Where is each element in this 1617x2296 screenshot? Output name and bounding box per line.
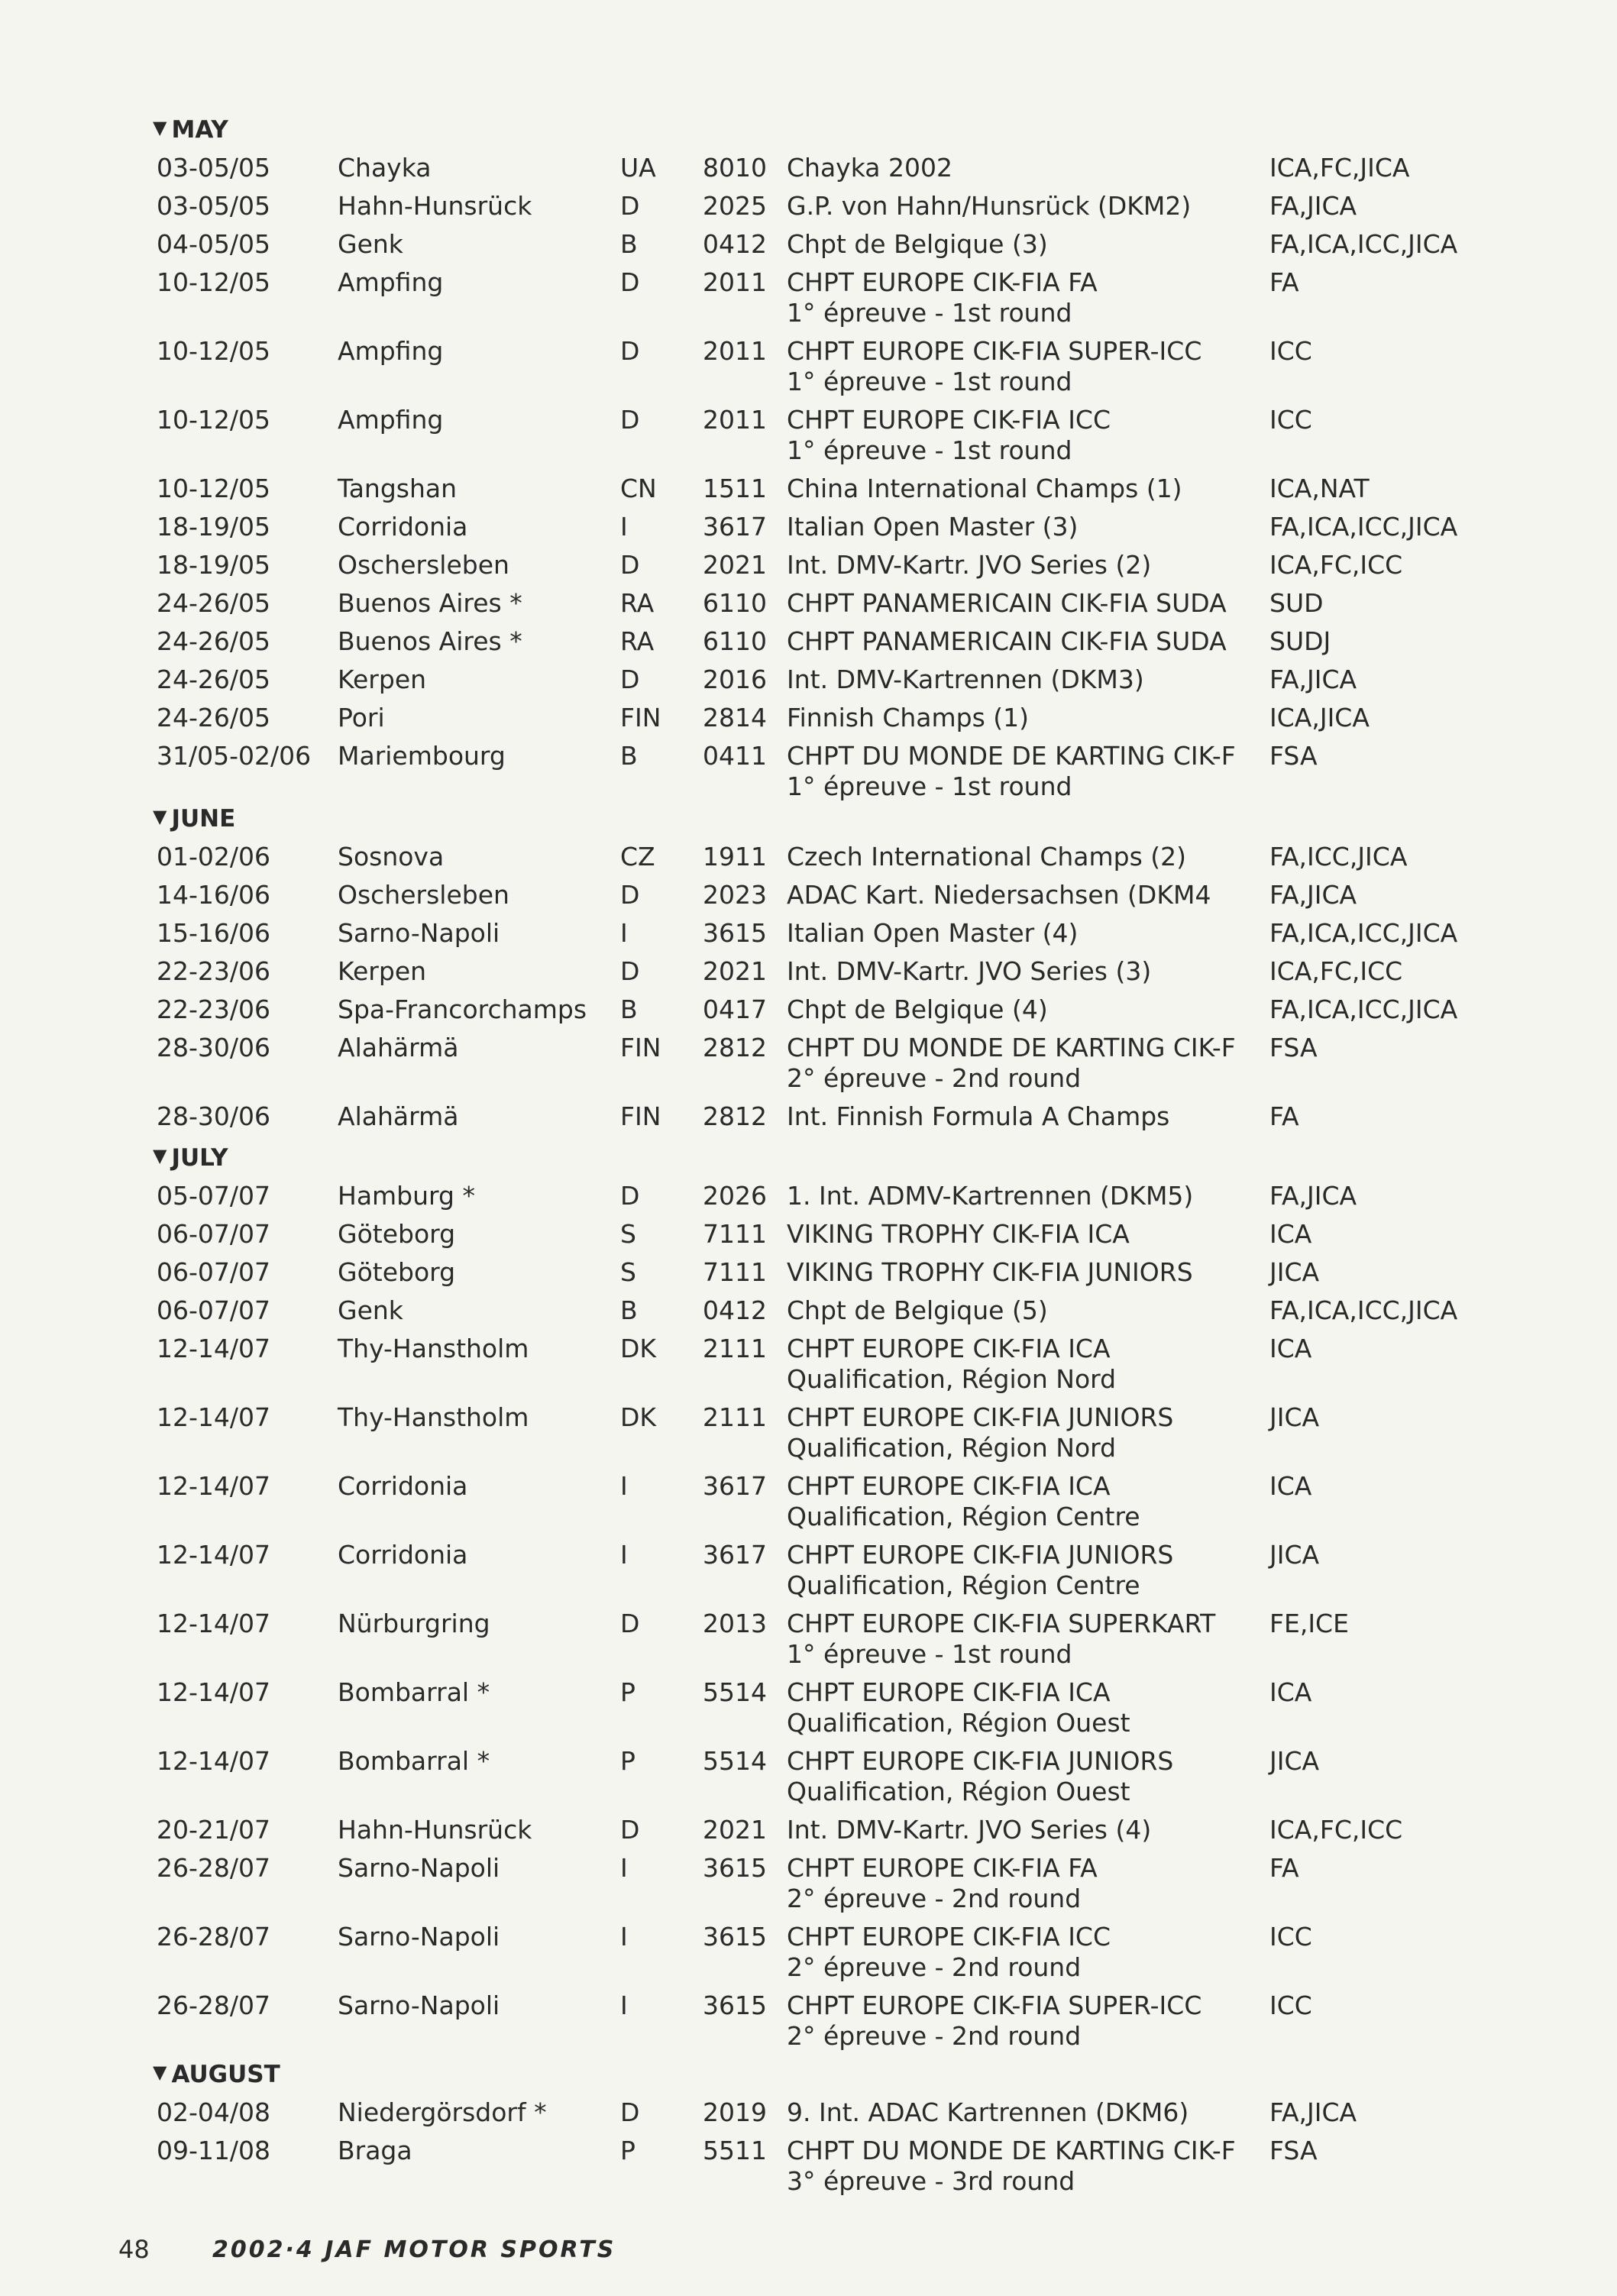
event-name: CHPT EUROPE CIK-FIA SUPER-ICC	[787, 1990, 1202, 2020]
event-categories: ICC	[1269, 1990, 1312, 2020]
event-venue: Ampfing	[338, 405, 444, 435]
event-code: 0417	[703, 994, 767, 1024]
event-country: FIN	[620, 1033, 661, 1062]
event-code: 2011	[703, 405, 767, 435]
event-categories: FA,ICA,ICC,JICA	[1269, 994, 1458, 1024]
event-venue: Buenos Aires *	[338, 588, 522, 618]
event-venue: Sosnova	[338, 842, 445, 872]
event-round: 1° épreuve - 1st round	[787, 435, 1072, 465]
event-venue: Corridonia	[338, 1540, 468, 1570]
event-venue: Sarno-Napoli	[338, 1990, 500, 2020]
event-categories: FA,ICA,ICC,JICA	[1269, 229, 1458, 259]
event-name: Finnish Champs (1)	[787, 703, 1030, 732]
event-code: 2011	[703, 336, 767, 366]
event-name: CHPT EUROPE CIK-FIA JUNIORS	[787, 1746, 1174, 1776]
event-date: 18-19/05	[157, 512, 270, 542]
event-date: 24-26/05	[157, 588, 270, 618]
event-round: Qualification, Région Nord	[787, 1364, 1117, 1394]
event-round: Qualification, Région Centre	[787, 1570, 1140, 1600]
event-code: 2111	[703, 1402, 767, 1432]
event-venue: Buenos Aires *	[338, 626, 522, 656]
event-code: 2812	[703, 1033, 767, 1062]
event-categories: JICA	[1269, 1540, 1320, 1570]
event-country: P	[620, 1677, 635, 1707]
event-name: Italian Open Master (3)	[787, 512, 1079, 542]
event-categories: FSA	[1269, 741, 1318, 771]
event-country: D	[620, 1815, 640, 1845]
event-code: 3615	[703, 918, 767, 948]
event-date: 01-02/06	[157, 842, 270, 872]
event-code: 2013	[703, 1609, 767, 1638]
triangle-down-icon: ▼	[153, 1145, 167, 1166]
event-categories: ICA,JICA	[1269, 703, 1370, 732]
event-round: 1° épreuve - 1st round	[787, 367, 1072, 396]
event-venue: Mariembourg	[338, 741, 506, 771]
event-country: CN	[620, 474, 657, 503]
event-categories: FA,ICA,ICC,JICA	[1269, 918, 1458, 948]
event-country: D	[620, 880, 640, 910]
event-name: VIKING TROPHY CIK-FIA JUNIORS	[787, 1257, 1193, 1287]
event-venue: Niedergörsdorf *	[338, 2097, 547, 2127]
event-country: DK	[620, 1402, 657, 1432]
event-date: 26-28/07	[157, 1990, 270, 2020]
event-name: CHPT EUROPE CIK-FIA ICC	[787, 405, 1111, 435]
event-date: 22-23/06	[157, 994, 270, 1024]
event-code: 7111	[703, 1219, 767, 1249]
event-name: Int. Finnish Formula A Champs	[787, 1101, 1170, 1131]
event-round: 1° épreuve - 1st round	[787, 771, 1072, 801]
event-country: DK	[620, 1334, 657, 1363]
event-code: 2026	[703, 1181, 767, 1211]
event-round: 2° épreuve - 2nd round	[787, 1063, 1082, 1093]
event-code: 3617	[703, 512, 767, 542]
event-venue: Pori	[338, 703, 385, 732]
month-heading	[153, 804, 235, 834]
event-code: 3617	[703, 1540, 767, 1570]
event-venue: Bombarral *	[338, 1677, 490, 1707]
event-categories: JICA	[1269, 1746, 1320, 1776]
event-categories: ICA,FC,JICA	[1269, 153, 1410, 183]
event-venue: Kerpen	[338, 665, 427, 694]
event-categories: FA,JICA	[1269, 665, 1357, 694]
event-code: 8010	[703, 153, 767, 183]
event-name: CHPT EUROPE CIK-FIA ICA	[787, 1677, 1111, 1707]
event-name: Chpt de Belgique (4)	[787, 994, 1048, 1024]
event-country: I	[620, 1922, 628, 1952]
event-country: D	[620, 956, 640, 986]
event-categories: JICA	[1269, 1257, 1320, 1287]
event-name: CHPT EUROPE CIK-FIA JUNIORS	[787, 1402, 1174, 1432]
event-code: 2814	[703, 703, 767, 732]
event-categories: ICA,FC,ICC	[1269, 956, 1403, 986]
event-country: I	[620, 1853, 628, 1883]
event-name: China International Champs (1)	[787, 474, 1182, 503]
month-label: AUGUST	[171, 2061, 280, 2088]
event-round: 1° épreuve - 1st round	[787, 1639, 1072, 1669]
event-name: Chpt de Belgique (5)	[787, 1295, 1048, 1325]
event-date: 12-14/07	[157, 1677, 270, 1707]
event-categories: FA,JICA	[1269, 880, 1357, 910]
event-name: CHPT DU MONDE DE KARTING CIK-F	[787, 2136, 1236, 2165]
event-name: CHPT EUROPE CIK-FIA FA	[787, 267, 1098, 297]
event-categories: ICA,FC,ICC	[1269, 1815, 1403, 1845]
event-name: CHPT DU MONDE DE KARTING CIK-F	[787, 1033, 1236, 1062]
event-country: FIN	[620, 703, 661, 732]
event-date: 04-05/05	[157, 229, 270, 259]
event-name: CHPT EUROPE CIK-FIA FA	[787, 1853, 1098, 1883]
event-name: Czech International Champs (2)	[787, 842, 1187, 872]
event-name: 1. Int. ADMV-Kartrennen (DKM5)	[787, 1181, 1194, 1211]
event-date: 12-14/07	[157, 1471, 270, 1501]
event-categories: ICA,FC,ICC	[1269, 550, 1403, 580]
event-date: 09-11/08	[157, 2136, 270, 2165]
event-categories: FA,JICA	[1269, 2097, 1357, 2127]
month-heading	[153, 115, 228, 145]
event-venue: Alahärmä	[338, 1101, 459, 1131]
event-date: 24-26/05	[157, 703, 270, 732]
event-venue: Chayka	[338, 153, 432, 183]
event-venue: Ampfing	[338, 336, 444, 366]
event-date: 12-14/07	[157, 1540, 270, 1570]
event-code: 3615	[703, 1922, 767, 1952]
event-country: D	[620, 2097, 640, 2127]
event-country: FIN	[620, 1101, 661, 1131]
event-round: 2° épreuve - 2nd round	[787, 2021, 1082, 2051]
event-country: UA	[620, 153, 656, 183]
event-venue: Nürburgring	[338, 1609, 490, 1638]
event-date: 10-12/05	[157, 267, 270, 297]
event-date: 26-28/07	[157, 1922, 270, 1952]
event-date: 15-16/06	[157, 918, 270, 948]
event-code: 2812	[703, 1101, 767, 1131]
month-heading	[153, 1143, 228, 1173]
event-country: D	[620, 550, 640, 580]
event-date: 10-12/05	[157, 474, 270, 503]
event-date: 12-14/07	[157, 1609, 270, 1638]
event-name: CHPT EUROPE CIK-FIA SUPERKART	[787, 1609, 1216, 1638]
event-country: I	[620, 1990, 628, 2020]
event-country: D	[620, 336, 640, 366]
event-date: 12-14/07	[157, 1746, 270, 1776]
event-venue: Hahn-Hunsrück	[338, 1815, 532, 1845]
event-categories: FA,JICA	[1269, 191, 1357, 221]
month-label: MAY	[171, 116, 228, 144]
event-code: 2023	[703, 880, 767, 910]
event-venue: Oschersleben	[338, 550, 509, 580]
event-date: 03-05/05	[157, 191, 270, 221]
event-country: D	[620, 665, 640, 694]
event-categories: ICA	[1269, 1334, 1312, 1363]
event-date: 10-12/05	[157, 336, 270, 366]
event-country: B	[620, 1295, 638, 1325]
event-country: P	[620, 1746, 635, 1776]
event-code: 5511	[703, 2136, 767, 2165]
event-country: CZ	[620, 842, 655, 872]
event-categories: ICA,NAT	[1269, 474, 1370, 503]
event-country: B	[620, 994, 638, 1024]
event-code: 2021	[703, 1815, 767, 1845]
event-code: 0412	[703, 1295, 767, 1325]
event-name: CHPT EUROPE CIK-FIA SUPER-ICC	[787, 336, 1202, 366]
event-code: 1911	[703, 842, 767, 872]
event-country: S	[620, 1257, 636, 1287]
event-country: D	[620, 1181, 640, 1211]
event-code: 2111	[703, 1334, 767, 1363]
event-venue: Genk	[338, 229, 403, 259]
event-country: I	[620, 1540, 628, 1570]
event-name: CHPT DU MONDE DE KARTING CIK-F	[787, 741, 1236, 771]
event-name: CHPT EUROPE CIK-FIA ICA	[787, 1334, 1111, 1363]
event-code: 2019	[703, 2097, 767, 2127]
event-code: 2011	[703, 267, 767, 297]
event-country: D	[620, 405, 640, 435]
event-country: RA	[620, 626, 655, 656]
event-venue: Hahn-Hunsrück	[338, 191, 532, 221]
event-round: Qualification, Région Ouest	[787, 1777, 1130, 1806]
event-date: 12-14/07	[157, 1402, 270, 1432]
event-round: Qualification, Région Centre	[787, 1502, 1140, 1531]
event-code: 5514	[703, 1677, 767, 1707]
event-name: 9. Int. ADAC Kartrennen (DKM6)	[787, 2097, 1189, 2127]
event-date: 14-16/06	[157, 880, 270, 910]
event-name: G.P. von Hahn/Hunsrück (DKM2)	[787, 191, 1192, 221]
event-name: CHPT PANAMERICAIN CIK-FIA SUDA	[787, 588, 1227, 618]
event-categories: FA,ICA,ICC,JICA	[1269, 512, 1458, 542]
event-country: D	[620, 1609, 640, 1638]
event-country: B	[620, 741, 638, 771]
event-categories: ICA	[1269, 1677, 1312, 1707]
event-code: 0412	[703, 229, 767, 259]
event-name: CHPT EUROPE CIK-FIA ICA	[787, 1471, 1111, 1501]
event-country: I	[620, 512, 628, 542]
event-venue: Thy-Hanstholm	[338, 1402, 529, 1432]
event-venue: Braga	[338, 2136, 412, 2165]
event-categories: ICA	[1269, 1471, 1312, 1501]
event-categories: ICC	[1269, 336, 1312, 366]
event-venue: Sarno-Napoli	[338, 1922, 500, 1952]
event-categories: FSA	[1269, 2136, 1318, 2165]
event-venue: Tangshan	[338, 474, 458, 503]
event-categories: ICA	[1269, 1219, 1312, 1249]
event-venue: Kerpen	[338, 956, 427, 986]
event-date: 28-30/06	[157, 1033, 270, 1062]
event-code: 1511	[703, 474, 767, 503]
event-name: Int. DMV-Kartrennen (DKM3)	[787, 665, 1144, 694]
event-code: 5514	[703, 1746, 767, 1776]
event-country: D	[620, 191, 640, 221]
event-date: 06-07/07	[157, 1257, 270, 1287]
event-date: 24-26/05	[157, 665, 270, 694]
month-heading	[153, 2059, 280, 2090]
month-label: JUNE	[171, 805, 236, 833]
event-round: Qualification, Région Ouest	[787, 1708, 1130, 1738]
event-categories: FA,JICA	[1269, 1181, 1357, 1211]
event-date: 03-05/05	[157, 153, 270, 183]
event-name: CHPT EUROPE CIK-FIA ICC	[787, 1922, 1111, 1952]
event-date: 05-07/07	[157, 1181, 270, 1211]
event-date: 24-26/05	[157, 626, 270, 656]
event-venue: Corridonia	[338, 512, 468, 542]
event-venue: Thy-Hanstholm	[338, 1334, 529, 1363]
event-country: D	[620, 267, 640, 297]
event-code: 2021	[703, 550, 767, 580]
event-name: ADAC Kart. Niedersachsen (DKM4	[787, 880, 1211, 910]
event-code: 6110	[703, 626, 767, 656]
event-venue: Bombarral *	[338, 1746, 490, 1776]
event-code: 3617	[703, 1471, 767, 1501]
event-venue: Corridonia	[338, 1471, 468, 1501]
event-date: 02-04/08	[157, 2097, 270, 2127]
event-name: Chpt de Belgique (3)	[787, 229, 1048, 259]
event-categories: FSA	[1269, 1033, 1318, 1062]
event-venue: Oschersleben	[338, 880, 509, 910]
event-name: CHPT EUROPE CIK-FIA JUNIORS	[787, 1540, 1174, 1570]
event-date: 10-12/05	[157, 405, 270, 435]
triangle-down-icon: ▼	[153, 2062, 167, 2083]
event-name: Int. DMV-Kartr. JVO Series (3)	[787, 956, 1152, 986]
event-categories: FA	[1269, 1101, 1299, 1131]
event-name: Italian Open Master (4)	[787, 918, 1079, 948]
event-categories: SUD	[1269, 588, 1324, 618]
event-round: Qualification, Région Nord	[787, 1433, 1117, 1463]
event-code: 2016	[703, 665, 767, 694]
event-venue: Sarno-Napoli	[338, 918, 500, 948]
triangle-down-icon: ▼	[153, 806, 167, 827]
event-country: B	[620, 229, 638, 259]
event-date: 26-28/07	[157, 1853, 270, 1883]
event-date: 06-07/07	[157, 1295, 270, 1325]
event-venue: Sarno-Napoli	[338, 1853, 500, 1883]
event-date: 28-30/06	[157, 1101, 270, 1131]
event-code: 0411	[703, 741, 767, 771]
publication-title: 2002·4 JAF MOTOR SPORTS	[212, 2236, 616, 2263]
event-categories: JICA	[1269, 1402, 1320, 1432]
event-categories: FA,ICC,JICA	[1269, 842, 1408, 872]
event-categories: FA	[1269, 1853, 1299, 1883]
event-round: 3° épreuve - 3rd round	[787, 2166, 1075, 2196]
event-venue: Genk	[338, 1295, 403, 1325]
month-label: JULY	[171, 1144, 228, 1172]
event-venue: Göteborg	[338, 1257, 456, 1287]
event-code: 3615	[703, 1990, 767, 2020]
event-code: 2021	[703, 956, 767, 986]
event-date: 22-23/06	[157, 956, 270, 986]
event-venue: Spa-Francorchamps	[338, 994, 587, 1024]
event-name: VIKING TROPHY CIK-FIA ICA	[787, 1219, 1130, 1249]
page-number: 48	[118, 2235, 150, 2264]
event-date: 20-21/07	[157, 1815, 270, 1845]
event-venue: Ampfing	[338, 267, 444, 297]
event-round: 2° épreuve - 2nd round	[787, 1952, 1082, 1982]
event-categories: SUDJ	[1269, 626, 1331, 656]
event-round: 1° épreuve - 1st round	[787, 298, 1072, 328]
event-venue: Hamburg *	[338, 1181, 475, 1211]
event-country: I	[620, 1471, 628, 1501]
event-code: 3615	[703, 1853, 767, 1883]
event-code: 2025	[703, 191, 767, 221]
event-country: S	[620, 1219, 636, 1249]
event-date: 18-19/05	[157, 550, 270, 580]
event-code: 7111	[703, 1257, 767, 1287]
event-date: 31/05-02/06	[157, 741, 312, 771]
event-name: CHPT PANAMERICAIN CIK-FIA SUDA	[787, 626, 1227, 656]
event-categories: ICC	[1269, 405, 1312, 435]
triangle-down-icon: ▼	[153, 117, 167, 138]
event-name: Int. DMV-Kartr. JVO Series (2)	[787, 550, 1152, 580]
event-date: 12-14/07	[157, 1334, 270, 1363]
event-name: Int. DMV-Kartr. JVO Series (4)	[787, 1815, 1152, 1845]
event-venue: Göteborg	[338, 1219, 456, 1249]
event-country: RA	[620, 588, 655, 618]
event-country: I	[620, 918, 628, 948]
event-code: 6110	[703, 588, 767, 618]
event-categories: ICC	[1269, 1922, 1312, 1952]
event-categories: FA	[1269, 267, 1299, 297]
event-name: Chayka 2002	[787, 153, 952, 183]
event-categories: FA,ICA,ICC,JICA	[1269, 1295, 1458, 1325]
event-venue: Alahärmä	[338, 1033, 459, 1062]
event-round: 2° épreuve - 2nd round	[787, 1884, 1082, 1913]
event-date: 06-07/07	[157, 1219, 270, 1249]
event-country: P	[620, 2136, 635, 2165]
event-categories: FE,ICE	[1269, 1609, 1349, 1638]
